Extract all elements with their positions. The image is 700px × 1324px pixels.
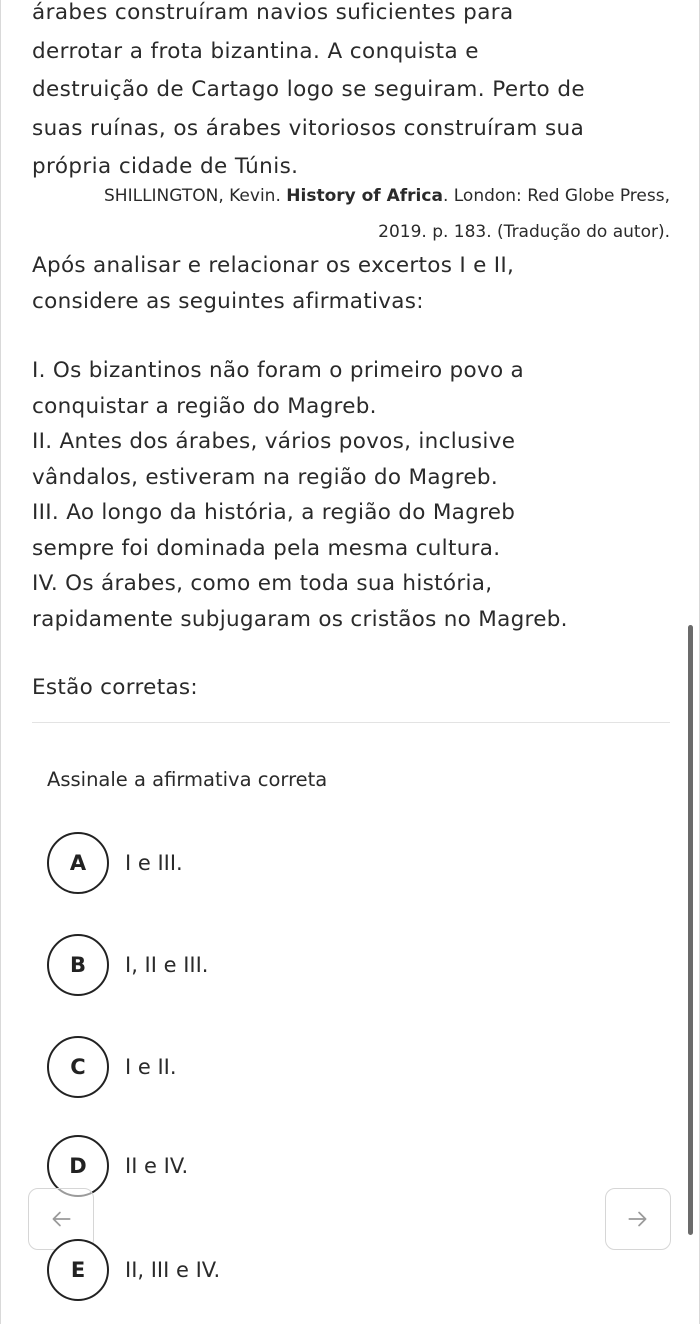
- statement-ii-line: II. Antes dos árabes, vários povos, inclusive: [32, 429, 516, 454]
- option-b-text: I, II e III.: [125, 953, 209, 977]
- scrollbar-thumb[interactable]: [688, 625, 693, 1235]
- passage-line: árabes construíram navios suficientes para: [32, 0, 514, 25]
- passage-excerpt: [32, 0, 670, 187]
- intro-text: [32, 248, 672, 320]
- statement-i-line: I. Os bizantinos não foram o primeiro povo a: [32, 358, 525, 383]
- passage-line: própria cidade de Túnis.: [32, 154, 299, 179]
- option-d[interactable]: [47, 1133, 447, 1199]
- option-a[interactable]: [47, 830, 447, 896]
- statements-list: [32, 353, 677, 637]
- citation-line-1: [70, 178, 670, 214]
- intro-line: considere as seguintes afirmativas:: [32, 289, 424, 314]
- citation: [70, 178, 670, 250]
- arrow-left-icon: [48, 1206, 74, 1232]
- citation-line-2: 2019. p. 183. (Tradução do autor).: [378, 222, 670, 242]
- arrow-right-icon: [625, 1206, 651, 1232]
- frame-left-border: [0, 0, 1, 1324]
- statement-ii-line: vândalos, estiveram na região do Magreb.: [32, 464, 499, 490]
- citation-author: SHILLINGTON, Kevin.: [104, 186, 287, 206]
- next-button[interactable]: [605, 1188, 671, 1250]
- divider: [32, 722, 670, 723]
- statement-iv-line: IV. Os árabes, como em toda sua história,: [32, 571, 493, 596]
- option-a-text: I e III.: [125, 851, 183, 875]
- statement-iv-line: rapidamente subjugaram os cristãos no Magreb.: [32, 606, 568, 632]
- intro-line: Após analisar e relacionar os excertos I e II,: [32, 253, 515, 278]
- option-c[interactable]: [47, 1034, 447, 1100]
- statement-iii-line: sempre foi dominada pela mesma cultura.: [32, 535, 501, 561]
- statement-iii-line: III. Ao longo da história, a região do Magreb: [32, 500, 516, 525]
- passage-line: derrotar a frota bizantina. A conquista e: [32, 38, 479, 64]
- citation-publisher: . London: Red Globe Press,: [442, 186, 670, 206]
- passage-line: suas ruínas, os árabes vitoriosos construíram sua: [32, 115, 585, 141]
- option-d-bubble[interactable]: D: [47, 1135, 109, 1197]
- passage-line: destruição de Cartago logo se seguiram. Perto de: [32, 77, 585, 102]
- option-a-bubble[interactable]: A: [47, 832, 109, 894]
- option-b[interactable]: [47, 932, 447, 998]
- citation-title: History of Africa: [286, 186, 443, 206]
- option-e[interactable]: [47, 1237, 447, 1303]
- question-prompt: Estão corretas:: [32, 675, 198, 700]
- statement-i-line: conquistar a região do Magreb.: [32, 393, 377, 419]
- option-b-bubble[interactable]: B: [47, 934, 109, 996]
- option-d-text: II e IV.: [125, 1154, 189, 1178]
- option-c-bubble[interactable]: C: [47, 1036, 109, 1098]
- answer-instruction: Assinale a afirmativa correta: [47, 768, 328, 791]
- option-e-text: II, III e IV.: [125, 1258, 221, 1282]
- option-c-text: I e II.: [125, 1055, 177, 1079]
- option-e-bubble[interactable]: E: [47, 1239, 109, 1301]
